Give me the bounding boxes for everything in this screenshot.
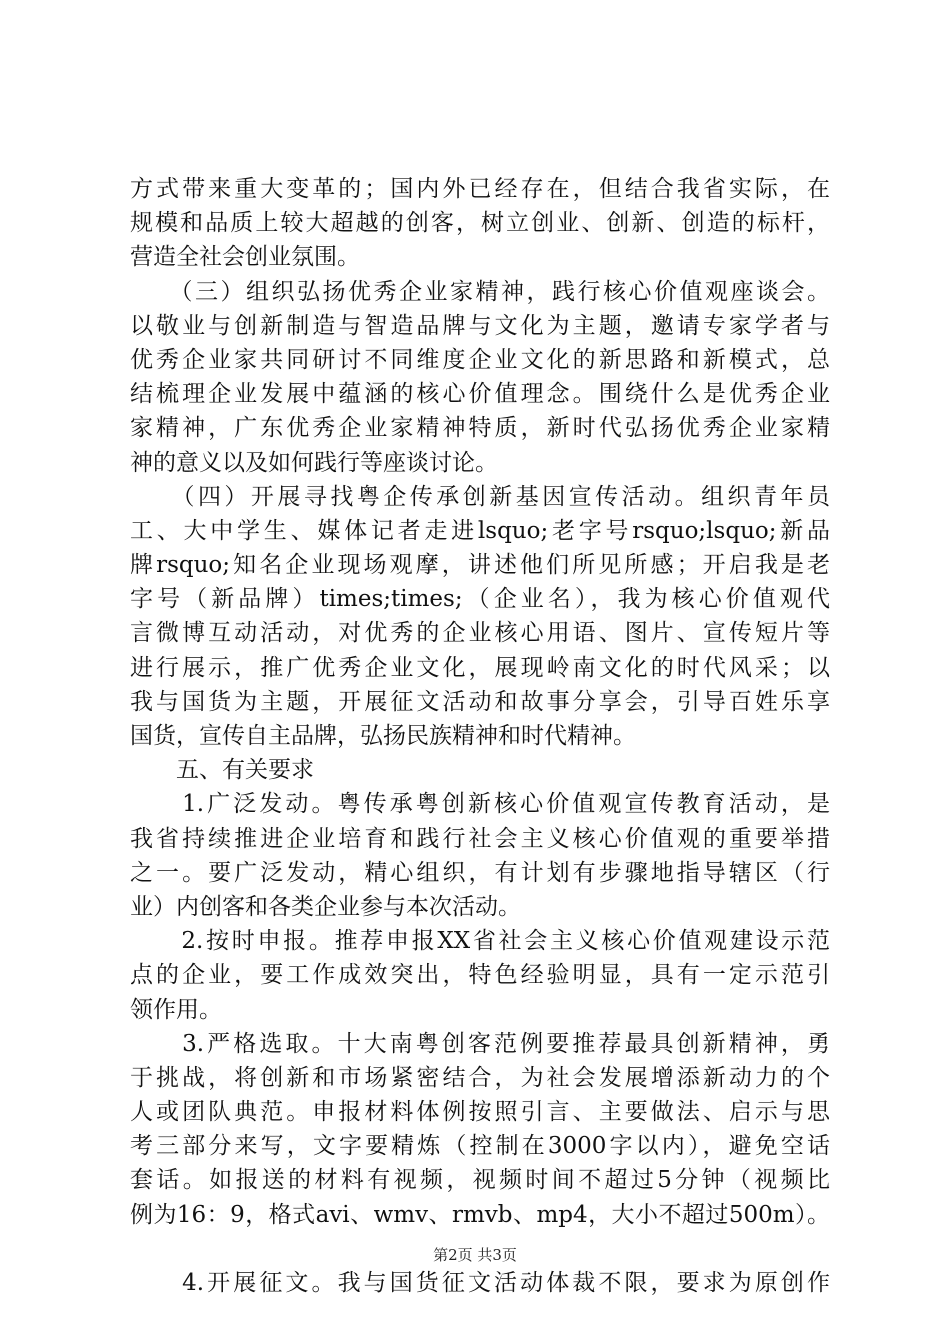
text-line: 进行展示，推广优秀企业文化，展现岭南文化的时代风采；以	[130, 654, 830, 681]
text-line: 例为16：9，格式avi、wmv、rmvb、mp4，大小不超过500m）。	[130, 1201, 830, 1228]
text-line: 业）内创客和各类企业参与本次活动。	[130, 893, 521, 920]
text-line: 2.按时申报。推荐申报XX省社会主义核心价值观建设示范	[130, 928, 830, 955]
text-line: 1.广泛发动。粤传承粤创新核心价值观宣传教育活动，是	[130, 791, 830, 818]
text-line: 人或团队典范。申报材料体例按照引言、主要做法、启示与思	[130, 1099, 830, 1126]
text-line: 我省持续推进企业培育和践行社会主义核心价值观的重要举措	[130, 825, 830, 852]
text-line: 规模和品质上较大超越的创客，树立创业、创新、创造的标杆，	[130, 210, 830, 237]
text-line: 国货，宣传自主品牌，弘扬民族精神和时代精神。	[130, 723, 636, 749]
text-line: 字号（新品牌）times;times;（企业名），我为核心价值观代	[130, 586, 830, 613]
text-line: 4.开展征文。我与国货征文活动体裁不限，要求为原创作	[130, 1269, 830, 1296]
text-line: （三）组织弘扬优秀企业家精神，践行核心价值观座谈会。	[130, 278, 830, 305]
text-line: 工、大中学生、媒体记者走进lsquo;老字号rsquo;lsquo;新品	[130, 517, 830, 544]
text-line: 牌rsquo;知名企业现场观摩，讲述他们所见所感；开启我是老	[130, 552, 830, 579]
page-footer: 第2页 共3页	[433, 1246, 517, 1264]
text-line: 领作用。	[130, 996, 222, 1023]
text-line: 于挑战，将创新和市场紧密结合，为社会发展增添新动力的个	[130, 1064, 830, 1091]
text-line: 优秀企业家共同研讨不同维度企业文化的新思路和新模式，总	[130, 346, 830, 373]
text-line: 家精神，广东优秀企业家精神特质，新时代弘扬优秀企业家精	[130, 415, 830, 442]
text-line: 3.严格选取。十大南粤创客范例要推荐最具创新精神，勇	[130, 1030, 830, 1057]
text-line: 方式带来重大变革的；国内外已经存在，但结合我省实际，在	[130, 176, 830, 202]
text-line: 神的意义以及如何践行等座谈讨论。	[130, 449, 498, 476]
document-body	[130, 172, 830, 1300]
text-line: 我与国货为主题，开展征文活动和故事分享会，引导百姓乐享	[130, 688, 830, 715]
text-line: （四）开展寻找粤企传承创新基因宣传活动。组织青年员	[130, 483, 830, 510]
text-line: 营造全社会创业氛围。	[130, 244, 360, 271]
text-line: 点的企业，要工作成效突出，特色经验明显，具有一定示范引	[130, 962, 830, 989]
text-line: 五、有关要求	[130, 757, 314, 784]
text-line: 以敬业与创新制造与智造品牌与文化为主题，邀请专家学者与	[130, 312, 830, 339]
text-line: 言微博互动活动，对优秀的企业核心用语、图片、宣传短片等	[130, 620, 830, 647]
text-line: 结梳理企业发展中蕴涵的核心价值理念。围绕什么是优秀企业	[130, 381, 830, 408]
text-line: 之一。要广泛发动，精心组织，有计划有步骤地指导辖区（行	[130, 859, 830, 886]
text-line: 考三部分来写，文字要精炼（控制在3000字以内），避免空话	[130, 1133, 830, 1160]
text-line: 套话。如报送的材料有视频，视频时间不超过5分钟（视频比	[130, 1167, 830, 1194]
